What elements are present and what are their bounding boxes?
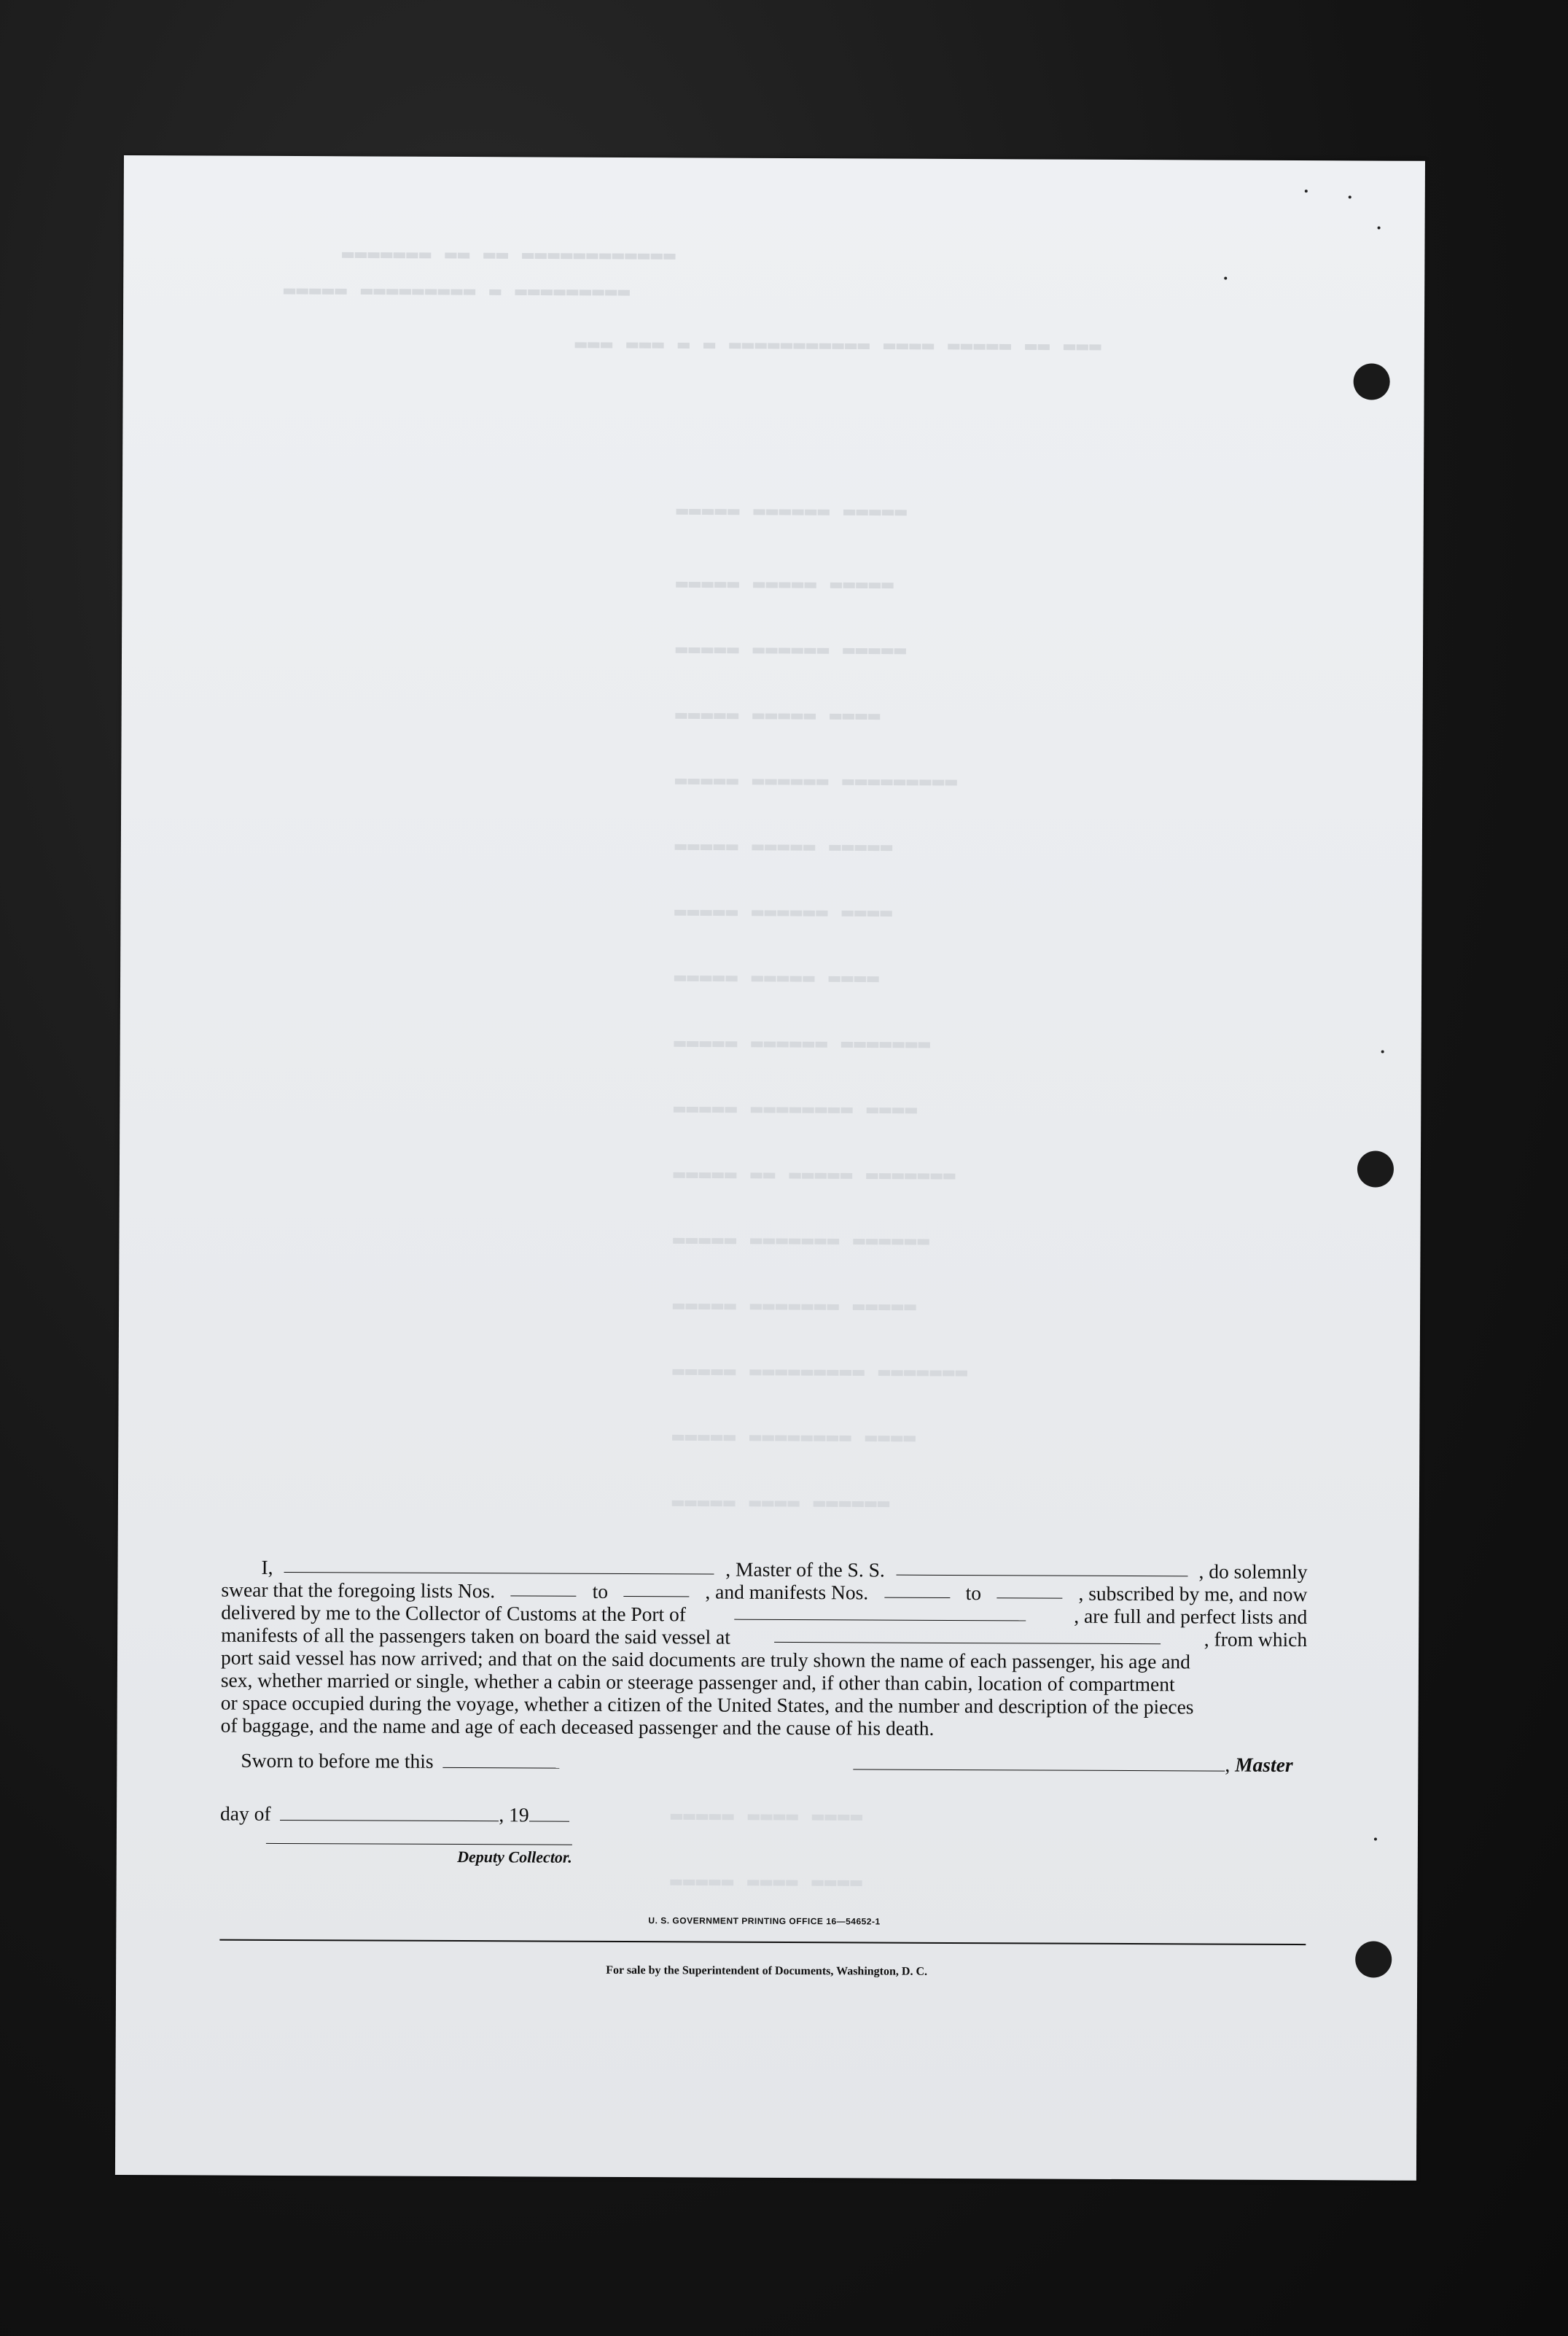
deputy-collector-signature xyxy=(266,1843,572,1867)
departure-port-blank xyxy=(774,1626,1161,1644)
oath-text: , from which xyxy=(1204,1627,1308,1651)
oath-text: I, xyxy=(261,1555,273,1578)
dust-speck xyxy=(1349,195,1351,198)
oath-line-6: sex, whether married or single, whether a cabin or steerage passenger and, if other than cabin, location of compartment xyxy=(220,1668,1175,1696)
oath-text: , subscribed by me, and now xyxy=(1078,1581,1308,1606)
year-blank xyxy=(529,1804,569,1821)
bleed-through-text: ▂▂▂▂▂ ▂▂▂▂▂ ▂▂▂▂ xyxy=(674,960,881,984)
punch-hole xyxy=(1354,363,1390,400)
oath-text: to xyxy=(592,1579,609,1603)
bleed-through-text: ▂▂▂▂▂ ▂▂▂▂▂▂ ▂▂▂▂▂▂▂▂▂ xyxy=(675,763,959,787)
dust-speck xyxy=(1378,227,1381,230)
footer-rule xyxy=(219,1939,1306,1946)
ship-name-blank xyxy=(896,1559,1187,1577)
sworn-day-blank xyxy=(442,1751,559,1769)
bleed-through-text: ▂▂▂▂▂ ▂▂▂▂▂ ▂▂▂▂▂ xyxy=(674,829,894,852)
bleed-through-text: ▂▂▂▂▂ ▂▂▂▂▂▂▂▂ ▂▂▂▂ xyxy=(674,1091,918,1115)
punch-hole xyxy=(1357,1151,1394,1187)
master-signature-blank xyxy=(853,1753,1225,1771)
manifest-to-blank xyxy=(997,1581,1063,1598)
sworn-line xyxy=(241,1749,559,1774)
master-signature-line: , Master xyxy=(853,1751,1292,1777)
bleed-through-text: ▂▂▂▂▂ ▂▂▂▂▂▂ ▂▂▂▂▂ xyxy=(676,632,908,655)
bleed-through-text: ▂▂▂▂▂ ▂▂▂▂▂▂ ▂▂▂▂▂▂▂ xyxy=(674,1026,932,1049)
deputy-collector-label: Deputy Collector. xyxy=(457,1848,572,1866)
master-name-blank xyxy=(284,1556,714,1575)
master-oath-paragraph xyxy=(221,1556,1308,1741)
master-label: Master xyxy=(1235,1753,1293,1777)
oath-line-7: or space occupied during the voyage, whether a citizen of the United States, and the number and description of the pieces xyxy=(220,1691,1194,1718)
bleed-through-text: ▂▂▂▂▂ ▂▂▂▂ ▂▂▂▂ xyxy=(671,1799,864,1822)
dust-speck xyxy=(1305,190,1308,192)
oath-text: swear that the foregoing lists Nos. xyxy=(221,1578,496,1603)
oath-text: , do solemnly xyxy=(1198,1560,1308,1584)
oath-line-8: of baggage, and the name and age of each deceased passenger and the cause of his death. xyxy=(220,1713,935,1740)
bleed-through-text: ▂▂▂▂▂ ▂▂▂▂▂▂▂▂▂ ▂ ▂▂▂▂▂▂▂▂▂ xyxy=(284,273,631,297)
bleed-through-text: ▂▂▂▂▂▂▂ ▂▂ ▂▂ ▂▂▂▂▂▂▂▂▂▂▂▂ xyxy=(342,237,677,261)
bleed-through-text: ▂▂▂▂▂ ▂▂▂▂▂ ▂▂▂▂▂ xyxy=(676,567,895,590)
bleed-through-text: ▂▂▂▂▂ ▂▂▂▂▂▂▂ ▂▂▂▂▂ xyxy=(673,1288,918,1312)
month-blank xyxy=(280,1804,499,1821)
dust-speck xyxy=(1381,1051,1384,1054)
bleed-through-text: ▂▂▂▂▂ ▂▂▂▂▂▂▂▂▂ ▂▂▂▂▂▂▂ xyxy=(672,1354,969,1378)
oath-text: delivered by me to the Collector of Customs at the Port of xyxy=(221,1600,687,1626)
bleed-through-text: ▂▂▂▂▂ ▂▂▂▂▂▂ ▂▂▂▂ xyxy=(674,895,894,918)
manifest-sheet xyxy=(115,155,1425,2181)
year-prefix: , 19 xyxy=(499,1803,529,1826)
manifest-from-blank xyxy=(884,1581,950,1598)
day-of-label: day of xyxy=(220,1802,271,1825)
list-to-blank xyxy=(624,1580,690,1597)
oath-line-5: port said vessel has now arrived; and that on the said documents are truly shown the name of each passenger, his age and xyxy=(220,1646,1191,1673)
printing-office-imprint: U. S. GOVERNMENT PRINTING OFFICE 16—54652-1 xyxy=(648,1915,881,1927)
bleed-through-text: ▂▂▂▂▂ ▂▂▂▂▂▂ ▂▂▂▂▂ xyxy=(676,494,908,517)
oath-text: to xyxy=(965,1581,982,1605)
oath-text: , Master of the S. S. xyxy=(725,1557,885,1581)
bleed-through-text: ▂▂▂▂▂ ▂▂▂▂▂▂▂▂ ▂▂▂▂ xyxy=(672,1420,917,1443)
oath-text: , and manifests Nos. xyxy=(705,1580,869,1604)
oath-text: , are full and perfect lists and xyxy=(1074,1604,1308,1629)
sale-notice: For sale by the Superintendent of Documents, Washington, D. C. xyxy=(606,1963,928,1978)
oath-text: manifests of all the passengers taken on board the said vessel at xyxy=(221,1623,730,1648)
day-of-line xyxy=(220,1802,569,1827)
bleed-through-text: ▂▂▂ ▂▂▂ ▂ ▂ ▂▂▂▂▂▂▂▂▂▂▂ ▂▂▂▂ ▂▂▂▂▂ ▂▂ ▂▂▂ xyxy=(574,327,1103,351)
list-from-blank xyxy=(511,1579,577,1596)
bleed-through-text: ▂▂▂▂▂ ▂▂ ▂▂▂▂▂ ▂▂▂▂▂▂▂ xyxy=(673,1157,957,1180)
port-blank xyxy=(734,1603,1026,1621)
bleed-through-text: ▂▂▂▂▂ ▂▂▂▂ ▂▂▂▂ xyxy=(670,1864,864,1888)
bleed-through-text: ▂▂▂▂▂ ▂▂▂▂▂ ▂▂▂▂ xyxy=(675,698,882,721)
dust-speck xyxy=(1224,277,1227,280)
bleed-through-text: ▂▂▂▂▂ ▂▂▂▂▂▂▂ ▂▂▂▂▂▂ xyxy=(673,1223,931,1246)
dust-speck xyxy=(1374,1838,1377,1841)
bleed-through-text: ▂▂▂▂▂ ▂▂▂▂ ▂▂▂▂▂▂ xyxy=(671,1485,892,1508)
sworn-label: Sworn to before me this xyxy=(241,1748,434,1772)
